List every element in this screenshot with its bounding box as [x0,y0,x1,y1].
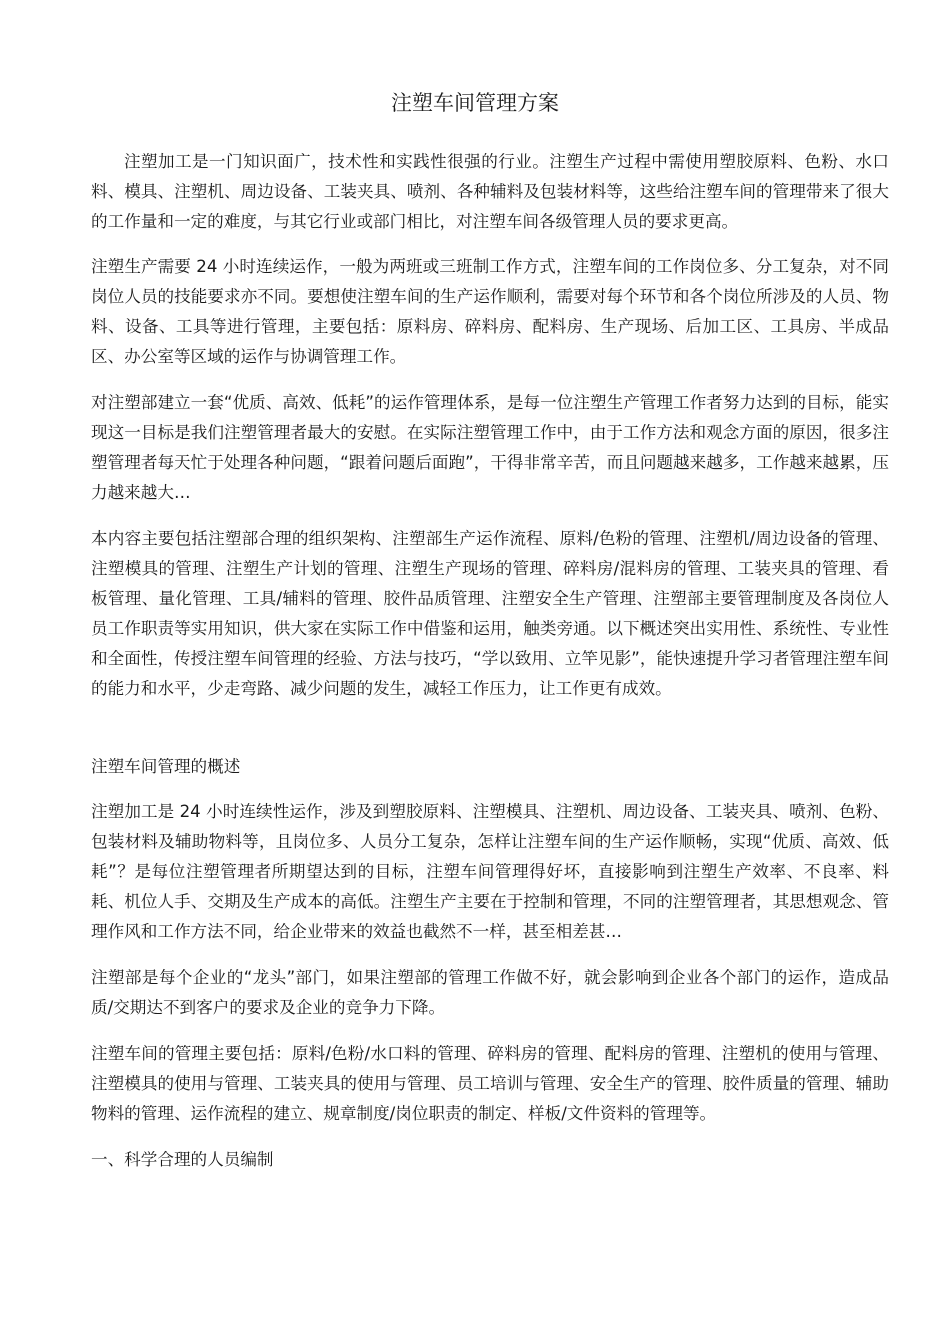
paragraph-management-system: 对注塑部建立一套“优质、高效、低耗”的运作管理体系，是每一位注塑生产管理工作者努力达到的目标，能实现这一目标是我们注塑管理者最大的安慰。在实际注塑管理工作中，由于工作方法和观念方面的原因，很多注塑管理者每天忙于处理各种问题，“跟着问题后面跑”，干得非常辛苦，而且问题越来越多，工作越来越累，压力越来越大… [91,393,889,502]
paragraph-24h-operation: 注塑生产需要 24 小时连续运作，一般为两班或三班制工作方式，注塑车间的工作岗位多、分工复杂，对不同岗位人员的技能要求亦不同。要想使注塑车间的生产运作顺利，需要对每个环节和各个岗位所涉及的人员、物料、设备、工具等进行管理，主要包括：原料房、碎料房、配料房、生产现场、后加工区、工具房、半成品区、办公室等区域的运作与协调管理工作。 [91,257,889,366]
paragraph-intro: 注塑加工是一门知识面广，技术性和实践性很强的行业。注塑生产过程中需使用塑胶原料、色粉、水口料、模具、注塑机、周边设备、工装夹具、喷剂、各种辅料及包装材料等，这些给注塑车间的管理带来了很大的工作量和一定的难度，与其它行业或部门相比，对注塑车间各级管理人员的要求更高。 [91,152,889,231]
paragraph-content-summary: 本内容主要包括注塑部合理的组织架构、注塑部生产运作流程、原料/色粉的管理、注塑机/周边设备的管理、注塑模具的管理、注塑生产计划的管理、注塑生产现场的管理、碎料房/混料房的管理、工装夹具的管理、看板管理、量化管理、工具/辅料的管理、胶件品质管理、注塑安全生产管理、注塑部主要管理制度及各岗位人员工作职责等实用知识，供大家在实际工作中借鉴和运用，触类旁通。以下概述突出实用性、系统性、专业性和全面性，传授注塑车间管理的经验、方法与技巧，“学以致用、立竿见影”，能快速提升学习者管理注塑车间的能力和水平，少走弯路、减少问题的发生，减轻工作压力，让工作更有成效。 [91,529,889,698]
section-heading-staffing: 一、科学合理的人员编制 [91,1150,274,1169]
paragraph-management-scope: 注塑车间的管理主要包括：原料/色粉/水口料的管理、碎料房的管理、配料房的管理、注塑机的使用与管理、注塑模具的使用与管理、工装夹具的使用与管理、员工培训与管理、安全生产的管理、胶件质量的管理、辅助物料的管理、运作流程的建立、规章制度/岗位职责的制定、样板/文件资料的管理等。 [91,1044,889,1123]
section-heading-overview: 注塑车间管理的概述 [91,757,241,776]
paragraph-overview: 注塑加工是 24 小时连续性运作，涉及到塑胶原料、注塑模具、注塑机、周边设备、工装夹具、喷剂、色粉、包装材料及辅助物料等，且岗位多、人员分工复杂，怎样让注塑车间的生产运作顺畅，实现“优质、高效、低耗”？是每位注塑管理者所期望达到的目标，注塑车间管理得好坏，直接影响到注塑生产效率、不良率、料耗、机位人手、交期及生产成本的高低。注塑生产主要在于控制和管理，不同的注塑管理者，其思想观念、管理作风和工作方法不同，给企业带来的效益也截然不一样，甚至相差甚… [91,802,889,941]
document-title: 注塑车间管理方案 [391,91,559,115]
paragraph-leading-department: 注塑部是每个企业的“龙头”部门，如果注塑部的管理工作做不好，就会影响到企业各个部门的运作，造成品质/交期达不到客户的要求及企业的竞争力下降。 [91,968,889,1017]
